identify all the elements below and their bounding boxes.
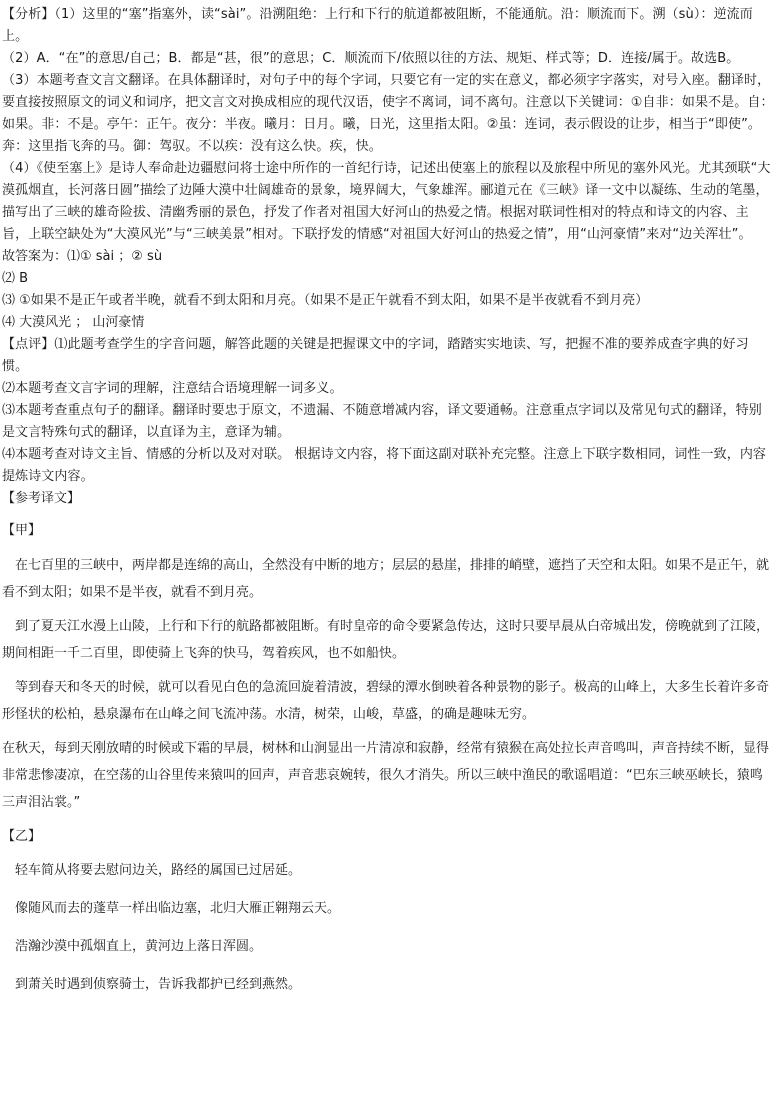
- analysis-part-1: 【分析】（1）这里的“塞”指塞外，读“sài”。沿溯阻绝：上行和下行的航道都被阻断，不能通航。沿：顺流而下。溯（sù）：逆流而上。: [2, 7, 753, 44]
- yi-line-1: 轻车简从将要去慰问边关，路经的属国已过居延。: [15, 863, 302, 878]
- section-yi-label: 【乙】: [2, 829, 42, 844]
- analysis-part-4: （4）《使至塞上》是诗人奉命赴边疆慰问将士途中所作的一首纪行诗，记述出使塞上的旅程以及旅程中所见的塞外风光。尤其颈联“大漠孤烟直，长河落日圆”描绘了边陲大漠中壮阔雄奇的景象，境界阔大，气象雄浑。郦道元在《三峡》译一文中以凝练、生动的笔墨，描写出了三峡的雄奇险拔、清幽秀丽的景色，抒发了作者对祖国大好河山的热爱之情。根据对联词性相对的特点和诗文的内容、主旨，上联空缺处为“大漠风光”与“三峡美景”相对。下联抒发的情感“对祖国大好河山的热爱之情”，用“山河豪情”来对“边关浑壮”。: [2, 161, 771, 242]
- yi-line-2: 像随风而去的蓬草一样出临边塞，北归大雁正翱翔云天。: [15, 901, 341, 916]
- analysis-part-2: （2）A．“在”的意思/自己；B．都是“甚，很”的意思；C．顺流而下/依照以往的方法、规矩、样式等；D．连接/属于。故选B。: [2, 51, 740, 66]
- analysis-part-3: （3）本题考查文言文翻译。在具体翻译时，对句子中的每个字词，只要它有一定的实在意义，都必须字字落实，对号入座。翻译时，要直接按照原文的词义和词序，把文言文对换成相应的现代汉语，使字不离词，词不离句。注意以下关键词：①自非：如果不是。自：如果。非：不是。亭午：正午。夜分：半夜。曦月：日月。曦，日光，这里指太阳。②虽：连词，表示假设的让步，相当于“即使”。奔：这里指飞奔的马。御：驾驭。不以疾：没有这么快。疾，快。: [2, 73, 774, 154]
- jia-paragraph-3: 等到春天和冬天的时候，就可以看见白色的急流回旋着清波，碧绿的潭水倒映着各种景物的影子。极高的山峰上，大多生长着许多奇形怪状的松柏，悬泉瀑布在山峰之间飞流冲荡。水清，树荣，山峻，草盛，的确是趣味无穷。: [2, 680, 770, 722]
- comment-2: ⑵本题考查文言字词的理解，注意结合语境理解一词多义。: [2, 381, 343, 396]
- comment-1: 【点评】⑴此题考查学生的字音问题，解答此题的关键是把握课文中的字词，踏踏实实地读、写，把握不准的要养成查字典的好习惯。: [2, 337, 749, 374]
- answer-4: ⑷ 大漠风光 ； 山河豪情: [2, 315, 145, 330]
- section-jia-label: 【甲】: [2, 523, 42, 538]
- jia-paragraph-4: 在秋天，每到天刚放晴的时候或下霜的早晨，树林和山涧显出一片清凉和寂静，经常有猿猴在高处拉长声音鸣叫，声音持续不断，显得非常悲惨凄凉，在空荡的山谷里传来猿叫的回声，声音悲哀婉转，很久才消失。所以三峡中渔民的歌谣唱道：“巴东三峡巫峡长，猿鸣三声泪沾裳。”: [2, 741, 770, 810]
- comment-4: ⑷本题考查对诗文主旨、情感的分析以及对对联。 根据诗文内容，将下面这副对联补充完整。注意上下联字数相同，词性一致，内容提炼诗文内容。: [2, 447, 767, 484]
- reference-translation-heading: 【参考译文】: [2, 491, 81, 506]
- yi-line-4: 到萧关时遇到侦察骑士，告诉我都护已经到燕然。: [15, 977, 302, 992]
- jia-paragraph-2: 到了夏天江水漫上山陵，上行和下行的航路都被阻断。有时皇帝的命令要紧急传达，这时只要早晨从白帝城出发，傍晚就到了江陵，期间相距一千二百里，即使骑上飞奔的快马，驾着疾风，也不如船快。: [2, 619, 770, 661]
- answer-3: ⑶ ①如果不是正午或者半晚，就看不到太阳和月亮。（如果不是正午就看不到太阳，如果不是半夜就看不到月亮）: [2, 293, 649, 308]
- jia-paragraph-1: 在七百里的三峡中，两岸都是连绵的高山，全然没有中断的地方；层层的悬崖，排排的峭壁，遮挡了天空和太阳。如果不是正午，就看不到太阳；如果不是半夜，就看不到月亮。: [2, 558, 770, 600]
- yi-line-3: 浩瀚沙漠中孤烟直上，黄河边上落日浑圆。: [15, 939, 263, 954]
- comment-3: ⑶本题考查重点句子的翻译。翻译时要忠于原文，不遗漏、不随意增减内容，译文要通畅。注意重点字词以及常见句式的翻译，特别是文言特殊句式的翻译，以直译为主，意译为辅。: [2, 403, 762, 440]
- answer-2: ⑵ B: [2, 271, 29, 286]
- answer-heading: 故答案为：⑴① sài ；② sù: [2, 249, 163, 264]
